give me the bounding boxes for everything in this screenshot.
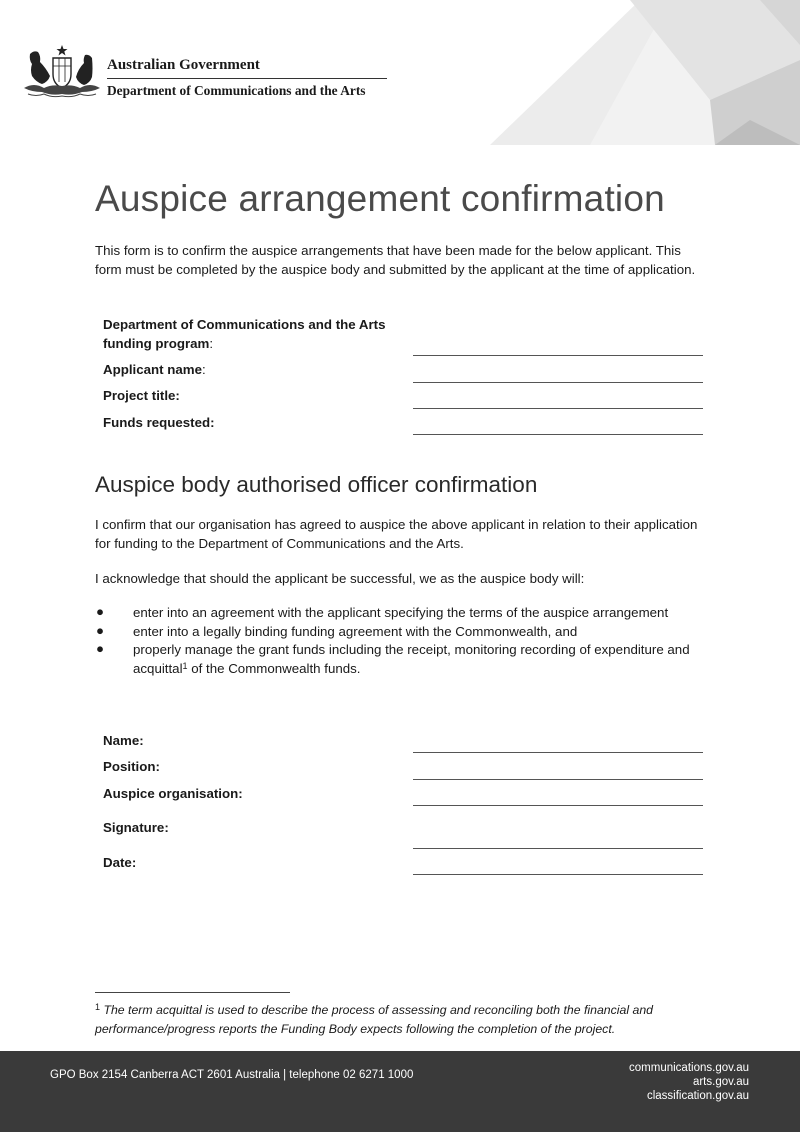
bullet-text-part: properly manage the grant funds including the receipt, monitoring recording of expenditure and acquittal [133,642,690,676]
footnote [95,1001,715,1038]
date-label: Date: [103,855,137,870]
footnote-number: 1 [95,1002,101,1012]
footer-link-communications[interactable]: communications.gov.au [629,1062,749,1074]
footnote-divider [95,992,290,993]
date-input-line[interactable] [413,874,703,875]
auspice-organisation-input-line[interactable] [413,805,703,806]
bullet-marker: ● [96,604,105,619]
footnote-text: The term acquittal is used to describe the process of assessing and reconciling both the financial and performance/progress reports the Funding Body expects following the completion of the project. [95,1003,654,1036]
project-title-label: Project title: [103,388,180,403]
applicant-field-label [103,361,403,380]
name-label: Name: [103,733,144,748]
bullet-marker: ● [96,623,105,638]
government-name: Australian Government [107,57,260,73]
acknowledge-paragraph: I acknowledge that should the applicant be successful, we as the auspice body will: [95,571,585,586]
department-name: Department of Communications and the Arts [107,83,366,98]
page-footer [0,1051,800,1132]
signature-label: Signature: [103,820,169,835]
bullet-marker: ● [96,641,105,656]
bullet-item-agreement: enter into an agreement with the applicant specifying the terms of the auspice arrangement [133,605,669,620]
program-label-text: Department of Communications and the Arts funding program [103,317,386,351]
footer-links [629,1061,749,1103]
applicant-label-text: Applicant name [103,362,203,377]
bullet-text-part: of the Commonwealth funds. [187,660,361,676]
intro-paragraph: This form is to confirm the auspice arrangements that have been made for the below applicant. This form must be completed by the auspice body and submitted by the applicant at the time of application. [95,243,696,277]
name-input-line[interactable] [413,752,703,753]
project-title-input-line[interactable] [413,408,703,409]
funds-requested-input-line[interactable] [413,434,703,435]
section-title: Auspice body authorised officer confirmation [95,472,538,497]
position-label: Position: [103,759,160,774]
header-divider [107,78,387,79]
program-field-label [103,316,393,353]
funds-requested-label: Funds requested: [103,415,215,430]
confirm-paragraph: I confirm that our organisation has agreed to auspice the above applicant in relation to their application for funding to the Department of Communications and the Arts. [95,517,698,551]
auspice-organisation-label: Auspice organisation: [103,786,243,801]
bullet-item-funding-agreement: enter into a legally binding funding agreement with the Commonwealth, and [133,624,578,639]
program-input-line[interactable] [413,355,703,356]
footer-address: GPO Box 2154 Canberra ACT 2601 Australia | telephone 02 6271 1000 [50,1069,414,1081]
footer-link-arts[interactable]: arts.gov.au [692,1076,749,1088]
signature-input-line[interactable] [413,848,703,849]
footer-link-classification[interactable]: classification.gov.au [646,1090,749,1102]
applicant-name-input-line[interactable] [413,382,703,383]
position-input-line[interactable] [413,779,703,780]
header-decoration-graphic [480,0,800,145]
bullet-item-manage-funds [133,641,703,678]
applicant-label-colon: : [202,362,206,377]
page-title: Auspice arrangement confirmation [95,178,665,219]
program-label-colon: : [209,335,214,351]
footnote-reference[interactable]: 1 [182,660,188,671]
coat-of-arms-icon [22,42,102,100]
